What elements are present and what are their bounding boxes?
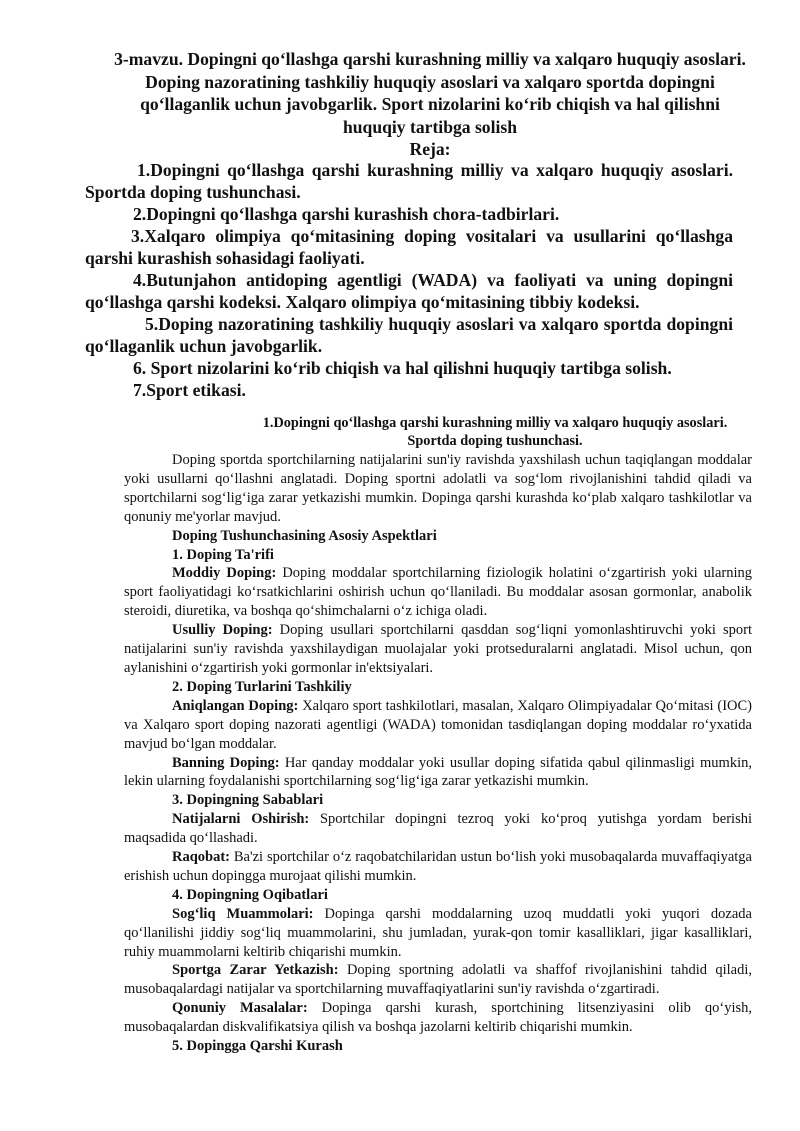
subheading-doping-consequences: 4. Dopingning Oqibatlari [172, 886, 328, 903]
term-text: Dopinga qarshi kurash, sportchining litsenziyasini olib qo‘yish, musobaqalardan diskvalifikatsiya qilish va boshqa jazolarni keltirib chiqarishi mumkin. [124, 1000, 752, 1036]
paragraph-usulliy-doping [124, 621, 752, 678]
plan-item-6: 6. Sport nizolarini ko‘rib chiqish va hal qilishni huquqiy tartibga solish. [133, 358, 672, 378]
paragraph-sportga-zarar [124, 961, 752, 999]
paragraph-qonuniy-masalalar [124, 999, 752, 1037]
intro-paragraph: Doping sportda sportchilarning natijalarini sun'iy ravishda yaxshilash uchun taqiqlangan moddalar yoki usullarni qo‘llashni anglatadi. Doping sportni adolatli va sog‘lom rivojlanishini tahdid qiladi va sportchilarni sog‘lig‘iga zarar yetkazishi mumkin. Dopinga qarshi kurashda ko‘plab xalqaro tashkilotlar va qonuniy me'yorlar mavjud. [124, 452, 752, 525]
section-body [124, 451, 752, 1056]
paragraph-moddiy-doping [124, 564, 752, 621]
subheading-doping-types: 2. Doping Turlarini Tashkiliy [172, 678, 352, 695]
term-text: Xalqaro sport tashkilotlari, masalan, Xalqaro Olimpiyadalar Qo‘mitasi (IOC) va Xalqaro sport doping nazorati agentligi (WADA) tomonidan tasdiqlangan doping moddalar ro‘yxatida mavjud bo‘lgan moddalar. [124, 697, 753, 752]
term-label: Sportga Zarar Yetkazish: [172, 962, 339, 979]
subheading-anti-doping: 5. Dopingga Qarshi Kurash [172, 1038, 343, 1055]
term-text: Har qanday moddalar yoki usullar doping sifatida qabul qilinmasligi mumkin, lekin ularning foydalanishi sportchilarning sog‘lig‘iga zarar yetkazishi mumkin. [124, 754, 752, 790]
plan-item-2: 2.Dopingni qo‘llashga qarshi kurashish chora-tadbirlari. [133, 204, 560, 224]
term-label: Aniqlangan Doping: [172, 697, 299, 714]
plan-item-5: 5.Doping nazoratining tashkiliy huquqiy asoslari va xalqaro sportda dopingni qo‘llaganlik uchun javobgarlik. [85, 314, 733, 356]
term-text: Doping moddalar sportchilarning fiziologik holatini o‘zgartirish yoki ularning sport faoliyatidagi ko‘rsatkichlarini oshirish uchun qo‘llaniladi. Bu moddalar asosan gormonlar, anabolik steroidi, diuretika, va boshqa qo‘shimchalarni o‘z ichiga oladi. [124, 565, 752, 620]
term-label: Moddiy Doping: [172, 565, 277, 582]
document-title: 3-mavzu. Dopingni qo‘llashga qarshi kurashning milliy va xalqaro huquqiy asoslari. Doping nazoratining tashkiliy huquqiy asoslari va xalqaro sportda dopingni qo‘llaganlik uchun javobgarlik. Sport nizolarini ko‘rib chiqish va hal qilishni huquqiy tartibga solish [114, 49, 746, 137]
term-text: Dopinga qarshi moddalarning uzoq muddatli yoki yuqori dozada qo‘llanilishi jiddiy sog‘liq muammolarini, shu jumladan, yurak-qon tomir kasalliklari, jigar kasalliklari, ruhiy muammolarni keltirib chiqarishi mumkin. [124, 905, 752, 960]
subheading-doping-definition: 1. Doping Ta'rifi [172, 546, 274, 563]
term-label: Natijalarni Oshirish: [172, 811, 310, 828]
paragraph-raqobat [124, 848, 752, 886]
term-label: Sog‘liq Muammolari: [172, 905, 314, 922]
term-label: Usulliy Doping: [172, 622, 273, 639]
term-text: Doping sportning adolatli va shaffof rivojlanishini tahdid qiladi, musobaqalardagi natijalar va sportchilarning muvaffaqiyatlarini sun'iy ravishda o‘zgartiradi. [124, 962, 752, 998]
term-text: Sportchilar dopingni tezroq yoki ko‘proq yutishga yordam berishi maqsadida qo‘llashadi. [124, 811, 753, 847]
section-heading: 1.Dopingni qo‘llashga qarshi kurashning milliy va xalqaro huquqiy asoslari. Sportda doping tushunchasi. [262, 415, 728, 449]
term-label: Qonuniy Masalalar: [172, 1000, 308, 1017]
term-label: Raqobat: [172, 849, 231, 866]
aspects-heading: Doping Tushunchasining Asosiy Aspektlari [172, 527, 437, 544]
paragraph-sogliq-muammolari [124, 905, 752, 962]
plan-list [85, 159, 733, 401]
term-text: Ba'zi sportchilar o‘z raqobatchilaridan ustun bo‘lish yoki musobaqalarda muvaffaqiyatga erishish uchun dopingga murojaat qilishi mumkin. [124, 849, 752, 884]
plan-item-4: 4.Butunjahon antidoping agentligi (WADA) va faoliyati va uning dopingni qo‘llashga qarshi kodeksi. Xalqaro olimpiya qo‘mitasining tibbiy kodeksi. [85, 270, 733, 312]
plan-item-1: 1.Dopingni qo‘llashga qarshi kurashning milliy va xalqaro huquqiy asoslari. Sportda doping tushunchasi. [85, 160, 733, 202]
plan-item-7: 7.Sport etikasi. [133, 380, 246, 400]
plan-item-3: 3.Xalqaro olimpiya qo‘mitasining doping vositalari va usullarini qo‘llashga qarshi kurashish sohasidagi faoliyati. [85, 226, 733, 268]
term-text: Doping usullari sportchilarni qasddan sog‘liqni yomonlashtiruvchi yoki sport natijalarini sun'iy ravishda yaxshilaydigan muolajalar yoki protseduralarni anglatadi. Misol uchun, qon aylanishini o‘zgartirish yoki gormonlar in'ektsiyalari. [124, 622, 752, 676]
term-label: Banning Doping: [172, 754, 280, 771]
plan-heading: Reja: [409, 139, 451, 159]
subheading-doping-reasons: 3. Dopingning Sabablari [172, 792, 324, 809]
paragraph-aniqlangan-doping [124, 697, 752, 754]
paragraph-banning-doping [124, 754, 752, 792]
paragraph-natijalarni-oshirish [124, 810, 752, 848]
